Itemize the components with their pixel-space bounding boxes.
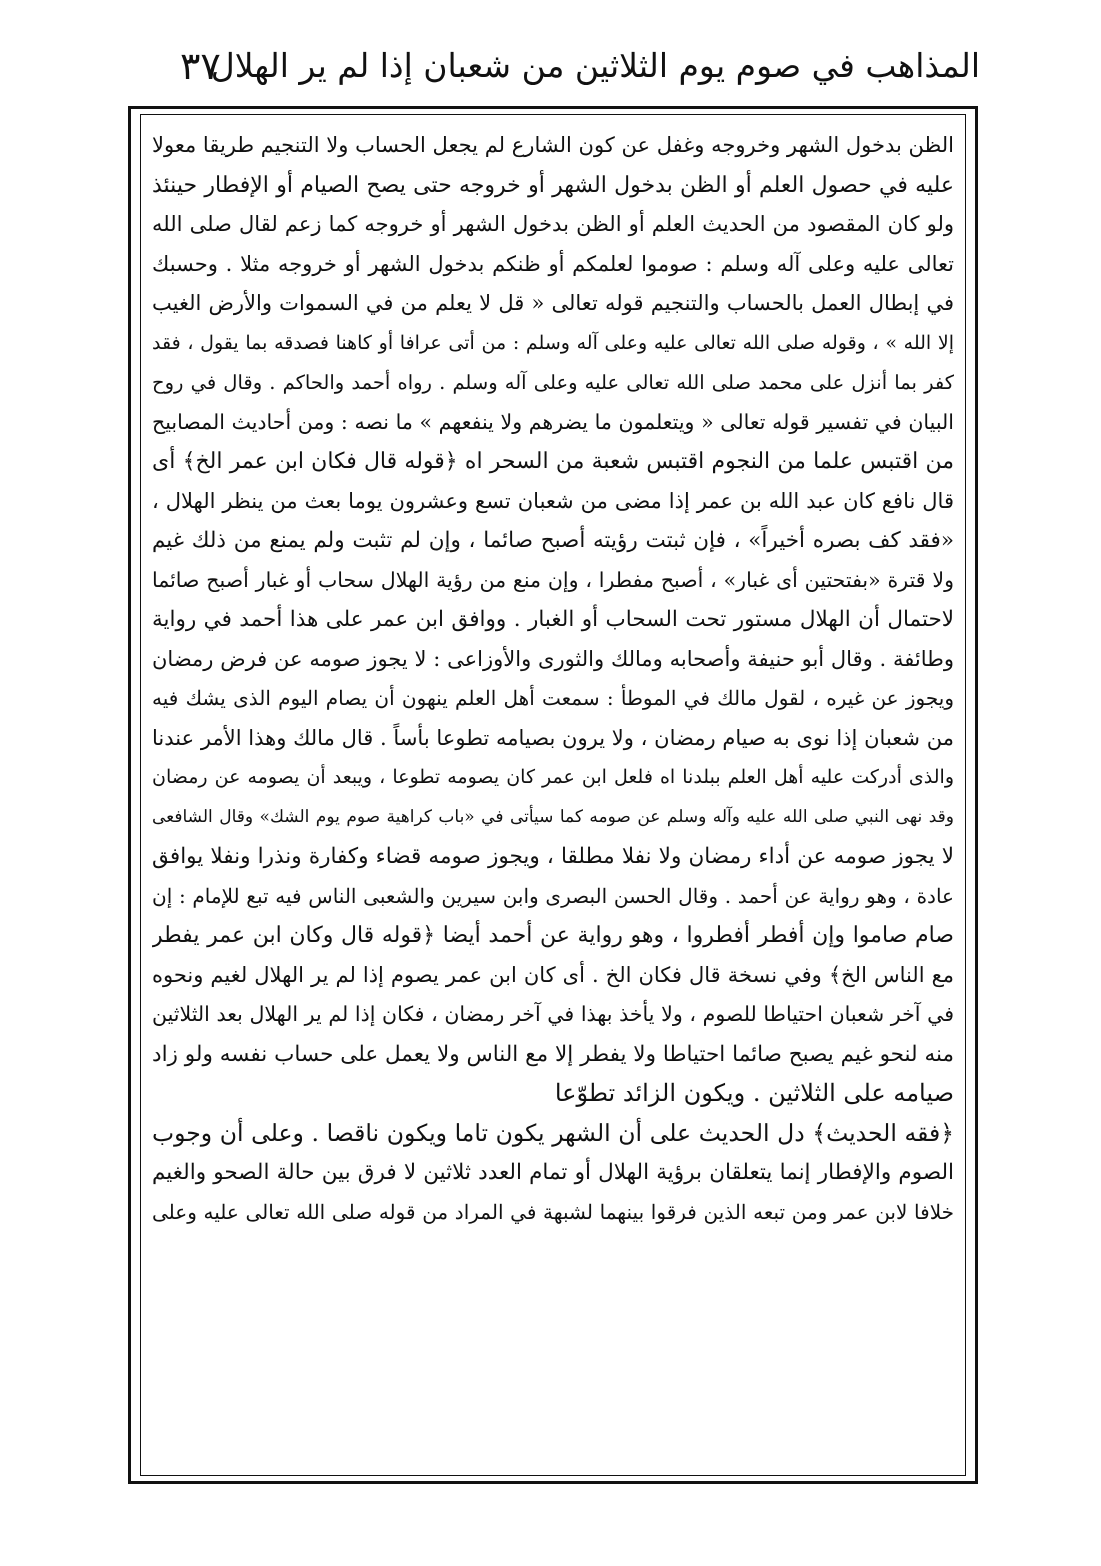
text-line: صام صاموا وإن أفطر أفطروا ، وهو رواية عن أحمد أيضا ﴿قوله قال وكان ابن عمر يفطر [152,923,954,948]
text-line: من اقتبس علما من النجوم اقتبس شعبة من السحر اه ﴿قوله قال فكان ابن عمر الخ﴾ أى [152,449,954,474]
text-line-paragraph-end: صيامه على الثلاثين . ويكون الزائد تطوّعا [554,1079,954,1107]
text-line: منه لنحو غيم يصبح صائما احتياطا ولا يفطر إلا مع الناس ولا يعمل على حساب نفسه ولو زاد [152,1041,954,1067]
text-line: خلافا لابن عمر ومن تبعه الذين فرقوا بينهما لشبهة في المراد من قوله صلى الله تعالى عليه وعلى [152,1199,954,1224]
text-line: عادة ، وهو رواية عن أحمد . وقال الحسن البصرى وابن سيرين والشعبى الناس فيه تبع للإمام : إن [152,883,954,908]
text-line: الظن بدخول الشهر وخروجه وغفل عن كون الشارع لم يجعل الحساب ولا التنجيم طريقا معولا [152,133,954,157]
body-text [152,126,954,1466]
text-line: وطائفة . وقال أبو حنيفة وأصحابه ومالك والثورى والأوزاعى : لا يجوز صومه عن فرض رمضان [152,646,954,671]
text-line: عليه في حصول العلم أو الظن بدخول الشهر أو خروجه حتى يصح الصيام أو الإفطار حينئذ [152,172,954,198]
text-line: ولو كان المقصود من الحديث العلم أو الظن بدخول الشهر أو خروجه كما زعم لقال صلى الله [152,212,954,236]
text-line: من شعبان إذا نوى به صيام رمضان ، ولا يرون بصيامه تطوعا بأساً . قال مالك وهذا الأمر عندنا [152,725,954,750]
text-line: ولا قترة «بفتحتين أى غبار» ، أصبح مفطرا ، وإن منع من رؤية الهلال سحاب أو غبار أصبح صائما [152,567,954,592]
text-line: كفر بما أنزل على محمد صلى الله تعالى عليه وعلى آله وسلم . رواه أحمد والحاكم . وقال في روح [152,371,954,394]
text-line-paragraph-start: ﴿فقه الحديث﴾ دل الحديث على أن الشهر يكون تاما ويكون ناقصا . وعلى أن وجوب [152,1118,954,1147]
text-line: والذى أدركت عليه أهل العلم ببلدنا اه فلعل ابن عمر كان يصومه تطوعا ، ويبعد أن يصومه عن رمضان [152,766,954,788]
text-line: «فقد كف بصره أخيراً» ، فإن ثبتت رؤيته أصبح صائما ، وإن لم تثبت ولم يمنع من ذلك غيم [152,528,954,553]
text-line: في إبطال العمل بالحساب والتنجيم قوله تعالى « قل لا يعلم من في السموات والأرض الغيب [152,291,954,315]
text-line: إلا الله » ، وقوله صلى الله تعالى عليه وعلى آله وسلم : من أتى عرافا أو كاهنا فصدقه بما يقول ، فقد [152,331,954,354]
page-header [140,40,980,100]
text-line: لاحتمال أن الهلال مستور تحت السحاب أو الغبار . ووافق ابن عمر على هذا أحمد في رواية [152,607,954,632]
text-line: الصوم والإفطار إنما يتعلقان برؤية الهلال أو تمام العدد ثلاثين لا فرق بين حالة الصحو والغيم [152,1160,954,1185]
running-title: المذاهب في صوم يوم الثلاثين من شعبان إذا لم ير الهلال [210,46,980,85]
text-line: البيان في تفسير قوله تعالى « ويتعلمون ما يضرهم ولا ينفعهم » ما نصه : ومن أحاديث المصابيح [152,409,954,434]
text-line: وقد نهى النبي صلى الله عليه وآله وسلم عن صومه كما سيأتى في «باب كراهية صوم يوم الشك» وقال الشافعى [152,806,954,827]
text-line: لا يجوز صومه عن أداء رمضان ولا نفلا مطلقا ، ويجوز صومه قضاء وكفارة ونذرا ونفلا يوافق [152,844,954,869]
text-line: في آخر شعبان احتياطا للصوم ، ولا يأخذ بهذا في آخر رمضان ، فكان إذا لم ير الهلال بعد الثلاثين [152,1002,954,1026]
text-line: مع الناس الخ﴾ وفي نسخة قال فكان الخ . أى كان ابن عمر يصوم إذا لم ير الهلال لغيم ونحوه [152,962,954,987]
text-line: ويجوز عن غيره ، لقول مالك في الموطأ : سمعت أهل العلم ينهون أن يصام اليوم الذى يشك فيه [152,686,954,710]
text-line: قال نافع كان عبد الله بن عمر إذا مضى من شعبان تسع وعشرون يوما بعث من ينظر الهلال ، [152,488,954,513]
text-line: تعالى عليه وعلى آله وسلم : صوموا لعلمكم أو ظنكم بدخول الشهر أو خروجه مثلا . وحسبك [152,251,954,276]
page-number: ٣٧ [180,44,221,88]
